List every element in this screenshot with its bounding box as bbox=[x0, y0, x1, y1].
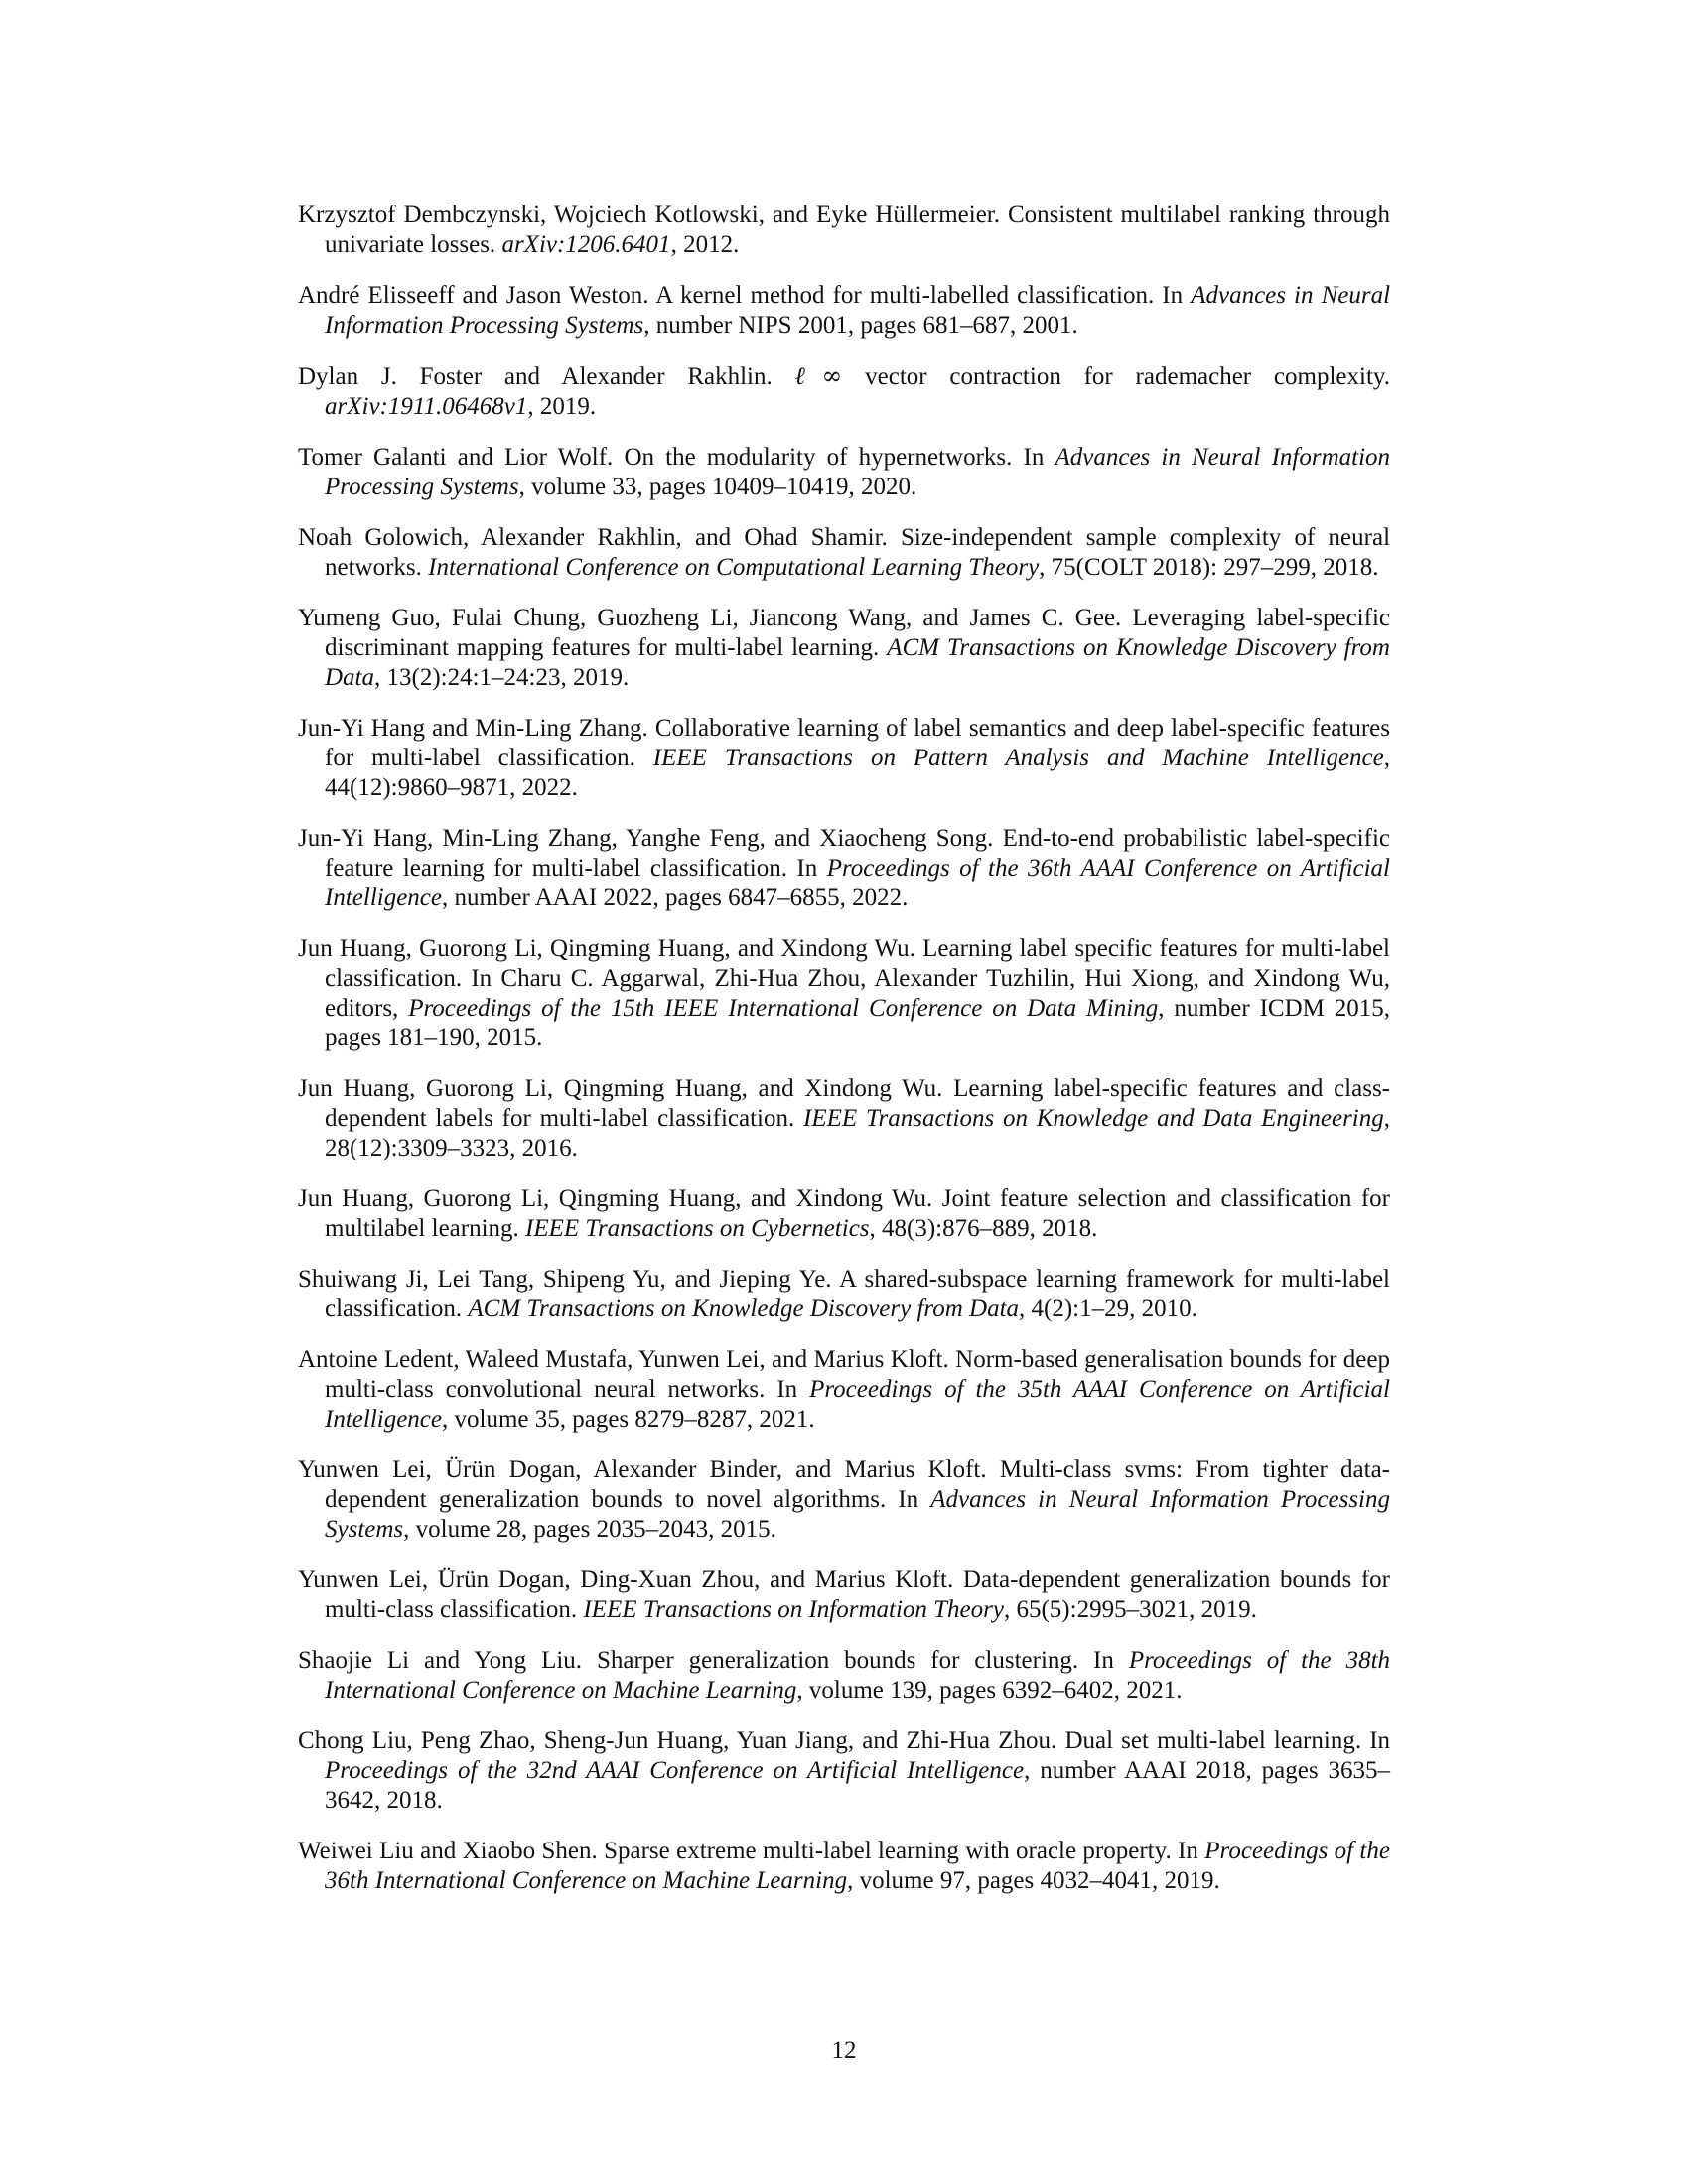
ref-venue: arXiv:1206.6401 bbox=[501, 231, 671, 258]
ref-authors: Yunwen Lei, Ürün Dogan, Alexander Binder, and Marius Kloft. bbox=[298, 1456, 987, 1483]
reference-entry bbox=[298, 281, 1390, 341]
ref-details: , 75(COLT 2018): 297–299, 2018. bbox=[1039, 554, 1379, 581]
reference-entry bbox=[298, 714, 1390, 803]
ref-venue: ACM Transactions on Knowledge Discovery from Data bbox=[325, 634, 1390, 691]
reference-entry bbox=[298, 361, 1390, 422]
ref-authors: Jun-Yi Hang, Min-Ling Zhang, Yanghe Feng, and Xiaocheng Song. bbox=[298, 825, 994, 852]
reference-list bbox=[298, 201, 1390, 1917]
ref-venue: ACM Transactions on Knowledge Discovery from Data bbox=[468, 1296, 1020, 1322]
ref-venue: Advances in Neural Information Processing Systems bbox=[325, 1486, 1390, 1543]
reference-entry bbox=[298, 1265, 1390, 1324]
ref-details: , 44(12):9860–9871, 2022. bbox=[325, 745, 1391, 801]
ref-venue: IEEE Transactions on Information Theory bbox=[583, 1596, 1004, 1623]
ref-details: , number AAAI 2018, pages 3635–3642, 2018. bbox=[325, 1757, 1390, 1814]
ref-details: , volume 35, pages 8279–8287, 2021. bbox=[442, 1406, 815, 1433]
ref-details: , volume 97, pages 4032–4041, 2019. bbox=[847, 1867, 1220, 1894]
ref-venue: Proceedings of the 15th IEEE International Conference on Data Mining bbox=[408, 995, 1159, 1022]
ref-authors: Jun Huang, Guorong Li, Qingming Huang, and Xindong Wu. bbox=[298, 1075, 943, 1102]
ref-authors: Yumeng Guo, Fulai Chung, Guozheng Li, Jiancong Wang, and James C. Gee. bbox=[298, 605, 1122, 631]
reference-entry bbox=[298, 201, 1390, 260]
reference-entry bbox=[298, 824, 1390, 913]
ref-details: , 4(2):1–29, 2010. bbox=[1019, 1296, 1197, 1322]
ref-title: Learning label specific features for multi-label classification. In Charu C. Aggarwal, Zhi-Hua Zhou, Alexander Tuzhilin, Hui Xiong, and Xindong Wu, editors, bbox=[325, 935, 1390, 1022]
ref-details: , volume 139, pages 6392–6402, 2021. bbox=[796, 1677, 1183, 1704]
ref-venue: Proceedings of the 35th AAAI Conference on Artificial Intelligence bbox=[325, 1376, 1390, 1433]
reference-entry bbox=[298, 1455, 1390, 1545]
ref-venue: Proceedings of the 36th AAAI Conference on Artificial Intelligence bbox=[325, 855, 1390, 911]
ref-title: Learning label-specific features and class-dependent labels for multi-label classification. bbox=[325, 1075, 1391, 1132]
ref-title: Consistent multilabel ranking through univariate losses. bbox=[325, 202, 1391, 258]
reference-entry bbox=[298, 1837, 1390, 1896]
ref-venue: IEEE Transactions on Knowledge and Data Engineering bbox=[803, 1105, 1384, 1132]
ref-title: Data-dependent generalization bounds for multi-class classification. bbox=[325, 1567, 1390, 1623]
ref-title: Norm-based generalisation bounds for deep multi-class convolutional neural networks. In bbox=[325, 1346, 1391, 1403]
ref-authors: Noah Golowich, Alexander Rakhlin, and Ohad Shamir. bbox=[298, 524, 888, 551]
reference-entry bbox=[298, 1345, 1390, 1434]
ref-authors: Krzysztof Dembczynski, Wojciech Kotlowski, and Eyke Hüllermeier. bbox=[298, 202, 1001, 228]
ref-details: , 13(2):24:1–24:23, 2019. bbox=[374, 664, 630, 691]
reference-entry bbox=[298, 1184, 1390, 1244]
ref-details: , 28(12):3309–3323, 2016. bbox=[325, 1105, 1390, 1161]
ref-authors: Dylan J. Foster and Alexander Rakhlin. bbox=[298, 363, 773, 390]
ref-venue: International Conference on Computational Learning Theory bbox=[428, 554, 1040, 581]
reference-entry bbox=[298, 523, 1390, 583]
ref-details: , number AAAI 2022, pages 6847–6855, 2022. bbox=[442, 885, 909, 911]
ref-authors: Jun-Yi Hang and Min-Ling Zhang. bbox=[298, 715, 648, 742]
reference-entry bbox=[298, 604, 1390, 693]
reference-entry bbox=[298, 1646, 1390, 1706]
reference-entry bbox=[298, 443, 1390, 502]
ref-venue: Proceedings of the 36th International Conference on Machine Learning bbox=[325, 1838, 1390, 1894]
ref-venue: Advances in Neural Information Processing Systems bbox=[325, 444, 1391, 500]
ref-authors: André Elisseeff and Jason Weston. bbox=[298, 282, 649, 309]
ref-details: , number NIPS 2001, pages 681–687, 2001. bbox=[643, 312, 1078, 339]
reference-entry bbox=[298, 1074, 1390, 1163]
ref-authors: Shaojie Li and Yong Liu. bbox=[298, 1647, 583, 1674]
ref-details: , volume 28, pages 2035–2043, 2015. bbox=[403, 1516, 776, 1543]
ref-authors: Jun Huang, Guorong Li, Qingming Huang, and Xindong Wu. bbox=[298, 1185, 933, 1212]
reference-entry bbox=[298, 1566, 1390, 1625]
reference-entry bbox=[298, 1726, 1390, 1816]
ref-title: Size-independent sample complexity of neural networks. bbox=[325, 524, 1391, 581]
ref-details: , 65(5):2995–3021, 2019. bbox=[1003, 1596, 1257, 1623]
ref-title: Collaborative learning of label semantics and deep label-specific features for multi-label classification. bbox=[325, 715, 1390, 771]
ref-title: A kernel method for multi-labelled classification. In bbox=[655, 282, 1184, 309]
ref-venue: IEEE Transactions on Cybernetics bbox=[525, 1215, 870, 1242]
ref-title: Joint feature selection and classification for multilabel learning. bbox=[325, 1185, 1390, 1242]
ref-details: , 2019. bbox=[527, 393, 597, 420]
ref-venue: Advances in Neural Information Processing Systems bbox=[325, 282, 1391, 339]
reference-entry bbox=[298, 934, 1390, 1053]
ref-details: , number ICDM 2015, pages 181–190, 2015. bbox=[325, 995, 1391, 1051]
ref-authors: Antoine Ledent, Waleed Mustafa, Yunwen Lei, and Marius Kloft. bbox=[298, 1346, 949, 1373]
page-number: 12 bbox=[831, 2037, 857, 2064]
ref-authors: Shuiwang Ji, Lei Tang, Shipeng Yu, and Jieping Ye. bbox=[298, 1266, 832, 1293]
ref-venue: Proceedings of the 38th International Conference on Machine Learning bbox=[325, 1647, 1391, 1704]
ref-details: , 48(3):876–889, 2018. bbox=[869, 1215, 1098, 1242]
ref-authors: Weiwei Liu and Xiaobo Shen. bbox=[298, 1838, 598, 1864]
ref-math-symbol: ℓ∞ bbox=[794, 361, 843, 390]
ref-title: Leveraging label-specific discriminant mapping features for multi-label learning. bbox=[325, 605, 1390, 661]
ref-title: Dual set multi-label learning. In bbox=[1064, 1727, 1391, 1754]
ref-title: vector contraction for rademacher complexity. bbox=[865, 363, 1391, 390]
ref-title: Multi-class svms: From tighter data-dependent generalization bounds to novel algorithms. In bbox=[325, 1456, 1391, 1513]
ref-details: , 2012. bbox=[670, 231, 740, 258]
ref-details: , volume 33, pages 10409–10419, 2020. bbox=[518, 474, 917, 500]
ref-title: Sharper generalization bounds for clustering. In bbox=[596, 1647, 1114, 1674]
ref-title: End-to-end probabilistic label-specific feature learning for multi-label classification. In bbox=[325, 825, 1390, 882]
ref-venue: Proceedings of the 32nd AAAI Conference on Artificial Intelligence bbox=[325, 1757, 1025, 1784]
ref-authors: Chong Liu, Peng Zhao, Sheng-Jun Huang, Yuan Jiang, and Zhi-Hua Zhou. bbox=[298, 1727, 1057, 1754]
ref-title: On the modularity of hypernetworks. In bbox=[624, 444, 1045, 471]
ref-title: Sparse extreme multi-label learning with oracle property. In bbox=[604, 1838, 1198, 1864]
ref-title: A shared-subspace learning framework for multi-label classification. bbox=[325, 1266, 1391, 1322]
ref-venue: arXiv:1911.06468v1 bbox=[325, 393, 528, 420]
ref-authors: Tomer Galanti and Lior Wolf. bbox=[298, 444, 614, 471]
ref-venue: IEEE Transactions on Pattern Analysis and Machine Intelligence bbox=[652, 745, 1384, 771]
ref-authors: Yunwen Lei, Ürün Dogan, Ding-Xuan Zhou, and Marius Kloft. bbox=[298, 1567, 954, 1593]
ref-authors: Jun Huang, Guorong Li, Qingming Huang, and Xindong Wu. bbox=[298, 935, 915, 962]
